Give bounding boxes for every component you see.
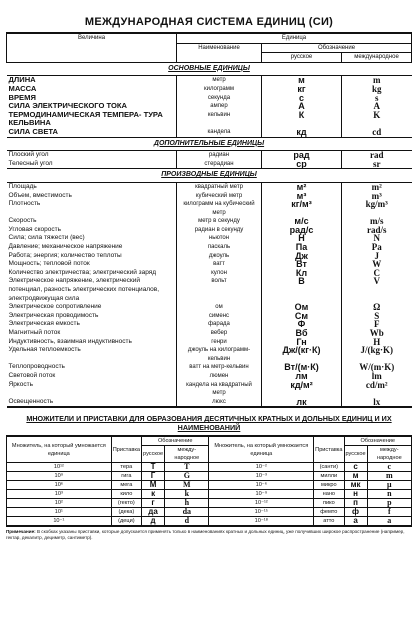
- table-row: [7, 234, 412, 243]
- multiplier-cell: 10⁻¹⁸: [209, 517, 314, 527]
- russian-symbol-cell: К: [262, 111, 342, 128]
- russian-symbol-cell: с: [262, 94, 342, 103]
- international-prefix-cell: p: [367, 499, 411, 508]
- international-prefix-cell: da: [165, 508, 209, 517]
- international-symbol-cell: N: [373, 233, 380, 244]
- footnote-text: В скобках указаны приставки, которые допускается применять только в наименованиях кратных и дольных единиц, уже получивших широкое распространение (например, гектар, декалитр, дециметр, сантиметр).: [6, 529, 405, 541]
- international-prefix-cell: k: [165, 490, 209, 499]
- unit-name-cell: люмен: [177, 372, 262, 381]
- header-units: Единица: [177, 33, 412, 43]
- international-symbol-cell: sr: [373, 158, 381, 169]
- prefix-row: [7, 481, 412, 490]
- russian-prefix-cell: м: [344, 472, 367, 481]
- russian-prefix-cell: д: [142, 517, 165, 527]
- international-symbol-cell: W/(m·K): [359, 362, 395, 373]
- russian-symbol-cell: Гн: [262, 338, 342, 347]
- russian-symbol-cell: м/с: [262, 217, 342, 226]
- unit-name-cell: вольт: [177, 277, 262, 303]
- si-units-body: [7, 62, 412, 407]
- unit-name-cell: генри: [177, 338, 262, 347]
- multiplier-cell: 10³: [7, 490, 112, 499]
- international-prefix-cell: M: [165, 481, 209, 490]
- quantity-cell: Яркость: [7, 381, 177, 398]
- quantity-cell: Площадь: [7, 182, 177, 191]
- unit-name-cell: радиан: [177, 151, 262, 160]
- international-symbol-cell: lm: [371, 370, 382, 381]
- table-row: [7, 260, 412, 269]
- russian-symbol-cell: Вт: [262, 260, 342, 269]
- russian-symbol-cell: кд: [262, 128, 342, 137]
- international-symbol-cell: W: [372, 259, 382, 270]
- russian-symbol-cell: м²: [262, 182, 342, 191]
- multiplier-cell: 10⁹: [7, 472, 112, 481]
- prefix-header-international-left: между- народное: [165, 446, 209, 463]
- russian-symbol-cell: м³: [262, 192, 342, 201]
- quantity-cell: Угловая скорость: [7, 226, 177, 235]
- prefix-body: [7, 463, 412, 527]
- russian-symbol-cell: Ом: [262, 303, 342, 312]
- international-symbol-cell: C: [373, 267, 380, 278]
- multiplier-cell: 10⁻²: [209, 463, 314, 472]
- international-prefix-cell: m: [367, 472, 411, 481]
- unit-name-cell: ватт: [177, 260, 262, 269]
- international-prefix-cell: T: [165, 463, 209, 472]
- table-row: [7, 252, 412, 261]
- international-prefix-cell: G: [165, 472, 209, 481]
- page-title: МЕЖДУНАРОДНАЯ СИСТЕМА ЕДИНИЦ (СИ): [84, 16, 334, 28]
- table-row: [7, 76, 412, 85]
- table-row: [7, 182, 412, 191]
- multiplier-cell: 10⁻⁶: [209, 481, 314, 490]
- russian-prefix-cell: к: [142, 490, 165, 499]
- unit-name-cell: паскаль: [177, 243, 262, 252]
- quantity-cell: Световой поток: [7, 372, 177, 381]
- russian-prefix-cell: Т: [142, 463, 165, 472]
- quantity-cell: СИЛА ЭЛЕКТРИЧЕСКОГО ТОКА: [7, 102, 177, 111]
- international-symbol-cell: s: [374, 92, 379, 103]
- table-row: [7, 338, 412, 347]
- table-row: [7, 277, 412, 303]
- table-row: [7, 226, 412, 235]
- russian-symbol-cell: кд/м²: [262, 381, 342, 398]
- quantity-cell: Электрическое напряжение, электрический потенциал, разность электрических потенциалов, электродвижущая сила: [7, 277, 177, 303]
- russian-symbol-cell: Вб: [262, 329, 342, 338]
- prefix-cell: фемто: [314, 508, 344, 517]
- prefix-row: [7, 463, 412, 472]
- prefix-header-designation-left: Обозначение: [142, 436, 209, 446]
- prefix-row: [7, 490, 412, 499]
- russian-prefix-cell: п: [344, 499, 367, 508]
- international-symbol-cell: S: [374, 310, 380, 321]
- prefix-cell: (дека): [111, 508, 141, 517]
- international-prefix-cell: f: [367, 508, 411, 517]
- russian-symbol-cell: Па: [262, 243, 342, 252]
- prefix-header-designation-right: Обозначение: [344, 436, 412, 446]
- russian-symbol-cell: В: [262, 277, 342, 303]
- multiplier-cell: 10⁻⁹: [209, 490, 314, 499]
- quantity-cell: Освещенность: [7, 398, 177, 408]
- table-row: [7, 303, 412, 312]
- russian-symbol-cell: Дж: [262, 252, 342, 261]
- prefix-header-prefix-left: Приставка: [111, 436, 141, 463]
- multiplier-cell: 10⁶: [7, 481, 112, 490]
- russian-prefix-cell: а: [344, 517, 367, 527]
- prefix-cell: нано: [314, 490, 344, 499]
- russian-prefix-cell: ф: [344, 508, 367, 517]
- table-row: [7, 192, 412, 201]
- prefix-header-russian-left: русское: [142, 446, 165, 463]
- international-symbol-cell: А: [373, 101, 380, 112]
- section-header: [7, 137, 412, 151]
- international-prefix-cell: μ: [367, 481, 411, 490]
- russian-symbol-cell: Кл: [262, 269, 342, 278]
- table-row: [7, 243, 412, 252]
- russian-symbol-cell: Н: [262, 234, 342, 243]
- russian-symbol-cell: рад: [262, 151, 342, 160]
- prefix-cell: (деци): [111, 517, 141, 527]
- quantity-cell: Электрическая емкость: [7, 320, 177, 329]
- header-designation: Обозначение: [262, 43, 412, 53]
- table-row: [7, 85, 412, 94]
- multiplier-cell: 10¹: [7, 508, 112, 517]
- russian-symbol-cell: Дж/(кг·К): [262, 346, 342, 363]
- table-row: [7, 329, 412, 338]
- prefix-cell: тера: [111, 463, 141, 472]
- si-units-table: [6, 32, 412, 408]
- prefix-cell: гига: [111, 472, 141, 481]
- international-symbol-cell: cd: [372, 126, 382, 137]
- prefix-cell: (гекто): [111, 499, 141, 508]
- unit-name-cell: ватт на метр-кельвин: [177, 363, 262, 372]
- multiplier-cell: 10⁻³: [209, 472, 314, 481]
- prefix-cell: (санти): [314, 463, 344, 472]
- footnote: [6, 529, 412, 541]
- prefix-row: [7, 499, 412, 508]
- unit-name-cell: люкс: [177, 398, 262, 408]
- table-row: [7, 160, 412, 169]
- international-prefix-cell: a: [367, 517, 411, 527]
- multiplier-cell: 10⁻¹²: [209, 499, 314, 508]
- unit-name-cell: кубический метр: [177, 192, 262, 201]
- table-row: [7, 111, 412, 128]
- russian-symbol-cell: Вт/(м·К): [262, 363, 342, 372]
- russian-prefix-cell: н: [344, 490, 367, 499]
- russian-prefix-cell: с: [344, 463, 367, 472]
- russian-symbol-cell: Ф: [262, 320, 342, 329]
- international-symbol-cell: K: [373, 109, 381, 120]
- international-symbol-cell: Wb: [369, 328, 384, 338]
- header-international: международное: [342, 53, 412, 63]
- unit-name-cell: секунда: [177, 94, 262, 103]
- table-row: [7, 372, 412, 381]
- quantity-cell: Индуктивность, взаимная индуктивность: [7, 338, 177, 347]
- unit-name-cell: фарада: [177, 320, 262, 329]
- russian-symbol-cell: м: [262, 76, 342, 85]
- russian-prefix-cell: мк: [344, 481, 367, 490]
- international-prefix-cell: d: [165, 517, 209, 527]
- quantity-cell: ВРЕМЯ: [7, 94, 177, 103]
- quantity-cell: Сила; сила тяжести (вес): [7, 234, 177, 243]
- unit-name-cell: джоуль на килограмм-кельвин: [177, 346, 262, 363]
- unit-name-cell: ньютон: [177, 234, 262, 243]
- unit-name-cell: метр в секунду: [177, 217, 262, 226]
- section-title: ОСНОВНЫЕ ЕДИНИЦЫ: [7, 62, 412, 76]
- unit-name-cell: кулон: [177, 269, 262, 278]
- international-prefix-cell: h: [165, 499, 209, 508]
- unit-name-cell: метр: [177, 76, 262, 85]
- quantity-cell: Объем, вместимость: [7, 192, 177, 201]
- quantity-cell: Давление; механическое напряжение: [7, 243, 177, 252]
- unit-name-cell: квадратный метр: [177, 182, 262, 191]
- multiplier-cell: 10¹²: [7, 463, 112, 472]
- unit-name-cell: ом: [177, 303, 262, 312]
- russian-symbol-cell: кг: [262, 85, 342, 94]
- table-row: [7, 346, 412, 363]
- prefix-header-multiplier-left: Множитель, на который умножается единица: [7, 436, 112, 463]
- multiplier-cell: 10²: [7, 499, 112, 508]
- prefix-row: [7, 508, 412, 517]
- international-symbol-cell: m³: [371, 190, 382, 201]
- prefix-row: [7, 517, 412, 527]
- prefix-cell: атто: [314, 517, 344, 527]
- russian-symbol-cell: лм: [262, 372, 342, 381]
- international-symbol-cell: Pa: [371, 242, 382, 253]
- multiplier-cell: 10⁻¹⁵: [209, 508, 314, 517]
- russian-symbol-cell: рад/с: [262, 226, 342, 235]
- international-symbol-cell: lx: [373, 396, 381, 407]
- quantity-cell: СИЛА СВЕТА: [7, 128, 177, 137]
- si-units-sheet: [6, 0, 412, 541]
- international-symbol-cell: kg: [371, 83, 382, 94]
- international-symbol-cell: Ω: [373, 302, 381, 313]
- header-name: Наименование: [177, 43, 262, 62]
- russian-prefix-cell: Г: [142, 472, 165, 481]
- international-symbol-cell: m²: [371, 181, 382, 192]
- quantity-cell: Скорость: [7, 217, 177, 226]
- unit-name-cell: стерадиан: [177, 160, 262, 169]
- quantity-cell: Электрическая проводимость: [7, 312, 177, 321]
- international-symbol-cell: J/(kg·K): [360, 345, 393, 356]
- footnote-label: Примечание:: [6, 529, 36, 535]
- header-russian: русское: [262, 53, 342, 63]
- table-row: [7, 320, 412, 329]
- prefix-cell: кило: [111, 490, 141, 499]
- unit-name-cell: кандела на квадратный метр: [177, 381, 262, 398]
- quantity-cell: МАССА: [7, 85, 177, 94]
- russian-symbol-cell: лк: [262, 398, 342, 408]
- unit-name-cell: килограмм: [177, 85, 262, 94]
- quantity-cell: Работа; энергия; количество теплоты: [7, 252, 177, 261]
- russian-prefix-cell: М: [142, 481, 165, 490]
- prefix-cell: микро: [314, 481, 344, 490]
- unit-name-cell: радиан в секунду: [177, 226, 262, 235]
- russian-symbol-cell: ср: [262, 160, 342, 169]
- international-symbol-cell: m: [373, 75, 381, 86]
- prefix-header-russian-right: русское: [344, 446, 367, 463]
- quantity-cell: Мощность; тепловой поток: [7, 260, 177, 269]
- prefix-cell: милли: [314, 472, 344, 481]
- table-row: [7, 128, 412, 137]
- unit-name-cell: кандела: [177, 128, 262, 137]
- international-prefix-cell: c: [367, 463, 411, 472]
- section-title: ДОПОЛНИТЕЛЬНЫЕ ЕДИНИЦЫ: [7, 137, 412, 151]
- unit-name-cell: килограмм на кубический метр: [177, 200, 262, 217]
- international-symbol-cell: kg/m³: [365, 199, 388, 210]
- prefix-table: [6, 435, 412, 527]
- prefix-header-prefix-right: Приставка: [314, 436, 344, 463]
- prefix-header-international-right: между- народное: [367, 446, 411, 463]
- header-quantity: Величина: [7, 33, 177, 62]
- table-row: [7, 200, 412, 217]
- prefix-cell: мега: [111, 481, 141, 490]
- russian-prefix-cell: да: [142, 508, 165, 517]
- section-title: ПРОИЗВОДНЫЕ ЕДИНИЦЫ: [7, 169, 412, 183]
- quantity-cell: Количество электричества; электрический заряд: [7, 269, 177, 278]
- international-symbol-cell: V: [373, 276, 380, 287]
- international-prefix-cell: n: [367, 490, 411, 499]
- international-symbol-cell: m/s: [370, 216, 384, 227]
- quantity-cell: Теплопроводность: [7, 363, 177, 372]
- unit-name-cell: сименс: [177, 312, 262, 321]
- international-symbol-cell: H: [373, 336, 381, 347]
- international-symbol-cell: cd/m²: [365, 379, 388, 390]
- international-symbol-cell: F: [374, 319, 380, 330]
- quantity-cell: Телесный угол: [7, 160, 177, 169]
- table-row: [7, 363, 412, 372]
- russian-symbol-cell: кг/м³: [262, 200, 342, 217]
- international-symbol-cell: rad: [370, 150, 384, 161]
- prefix-cell: пико: [314, 499, 344, 508]
- russian-symbol-cell: См: [262, 312, 342, 321]
- unit-name-cell: кельвин: [177, 111, 262, 128]
- section-header: [7, 169, 412, 183]
- prefix-header-multiplier-right: Множитель, на который умножается единица: [209, 436, 314, 463]
- unit-name-cell: вебер: [177, 329, 262, 338]
- quantity-cell: ДЛИНА: [7, 76, 177, 85]
- quantity-cell: Плоский угол: [7, 151, 177, 160]
- table-row: [7, 312, 412, 321]
- quantity-cell: Удельная теплоемкость: [7, 346, 177, 363]
- international-symbol-cell: rad/s: [366, 224, 387, 235]
- prefix-title: МНОЖИТЕЛИ И ПРИСТАВКИ ДЛЯ ОБРАЗОВАНИЯ ДЕСЯТИЧНЫХ КРАТНЫХ И ДОЛЬНЫХ ЕДИНИЦ И ИХ НАИМЕНОВАНИЙ: [26, 414, 392, 433]
- international-symbol-cell: J: [374, 250, 379, 261]
- russian-prefix-cell: г: [142, 499, 165, 508]
- quantity-cell: Плотность: [7, 200, 177, 217]
- russian-symbol-cell: А: [262, 102, 342, 111]
- quantity-cell: ТЕРМОДИНАМИЧЕСКАЯ ТЕМПЕРА- ТУРА КЕЛЬВИНА: [7, 111, 177, 128]
- table-row: [7, 151, 412, 160]
- quantity-cell: Магнитный поток: [7, 329, 177, 338]
- section-header: [7, 62, 412, 76]
- multiplier-cell: 10⁻¹: [7, 517, 112, 527]
- table-row: [7, 381, 412, 398]
- unit-name-cell: джоуль: [177, 252, 262, 261]
- table-row: [7, 217, 412, 226]
- table-row: [7, 398, 412, 408]
- quantity-cell: Электрическое сопротивление: [7, 303, 177, 312]
- unit-name-cell: ампер: [177, 102, 262, 111]
